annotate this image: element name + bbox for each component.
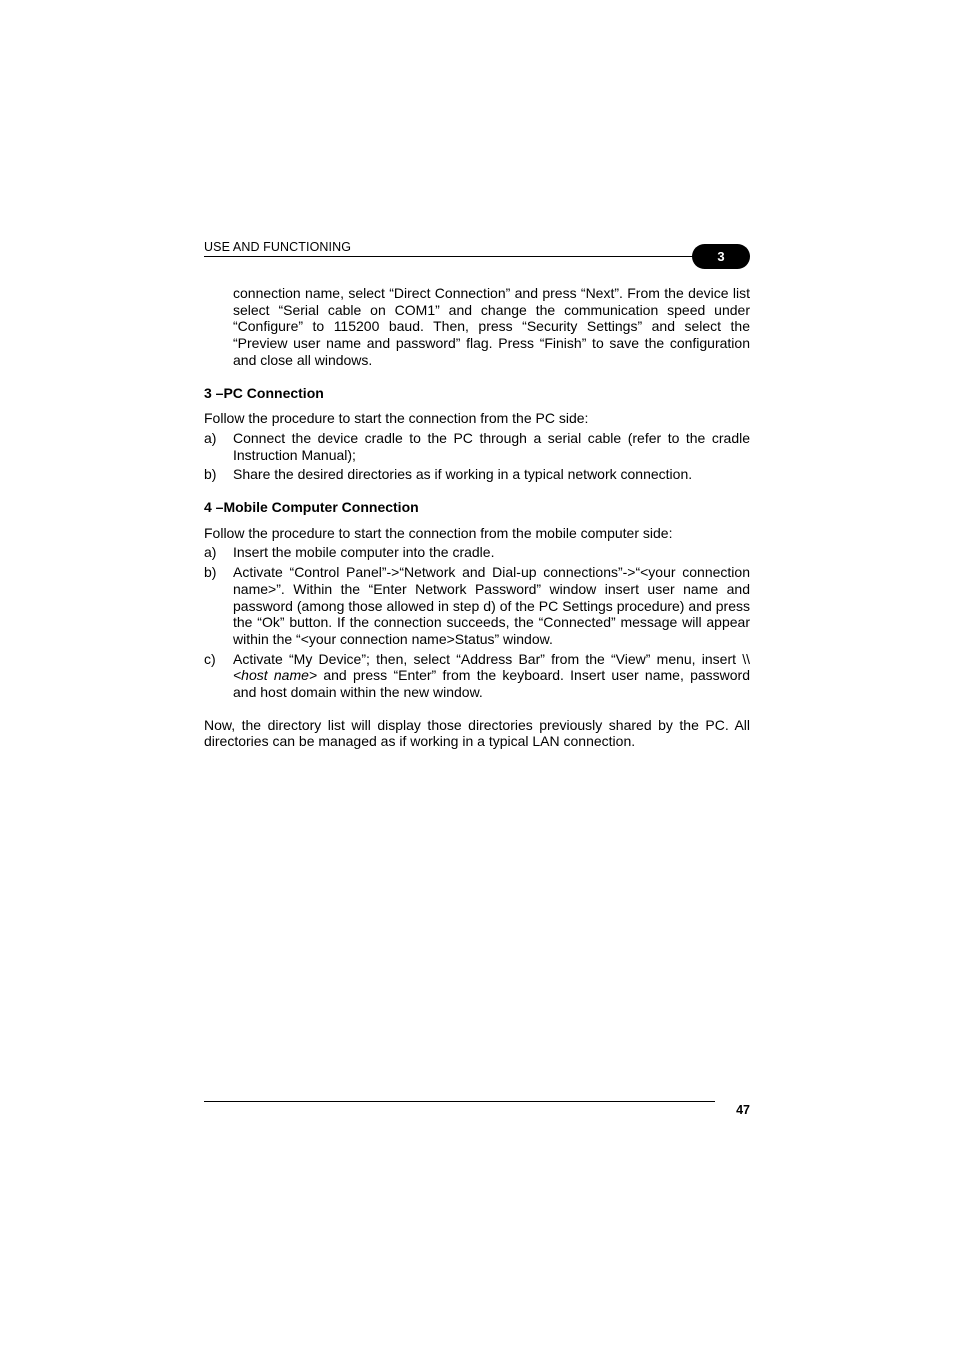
list-item-text-before: Activate “My Device”; then, select “Address Bar” from the “View” menu, insert \\ xyxy=(233,650,750,667)
list-item-text: Share the desired directories as if working in a typical network connection. xyxy=(233,466,693,483)
footer-rule xyxy=(204,1101,715,1102)
continuation-paragraph: connection name, select “Direct Connection” and press “Next”. From the device list select “Serial cable on COM1” and change the communication speed under “Configure” to 115200 baud. Then, press “Security Settings” and select the “Preview user name and password” flag. Press “Finish” to save the configuration and close all windows. xyxy=(233,285,750,368)
host-name-placeholder: <host name> xyxy=(233,667,318,684)
list-item xyxy=(204,564,750,648)
list-item-text-after: and press “Enter” from the keyboard. Insert user name, password and host domain within the new window. xyxy=(233,667,750,701)
closing-paragraph: Now, the directory list will display those directories previously shared by the PC. All directories can be managed as if working in a typical LAN connection. xyxy=(204,716,750,750)
section-heading-pc-connection: 3 –PC Connection xyxy=(204,384,324,401)
pc-connection-intro: Follow the procedure to start the connection from the PC side: xyxy=(204,410,589,427)
list-item xyxy=(204,466,750,483)
list-item-text: Insert the mobile computer into the cradle. xyxy=(233,544,495,561)
list-item xyxy=(204,651,750,701)
list-item-label: a) xyxy=(204,544,217,561)
list-item-text: Activate “Control Panel”->“Network and Dial-up connections”->“<your connection name>”. Within the “Enter Network Password” window insert user name and password (among those allowed in step d) of the PC Settings procedure) and press the “Ok” button. If the connection succeeds, the “Connected” message will appear within the “<your connection name>Status” window. xyxy=(233,564,750,647)
list-item-label: b) xyxy=(204,466,217,483)
list-item-text: Connect the device cradle to the PC through a serial cable (refer to the cradle Instruction Manual); xyxy=(233,429,750,463)
header-rule xyxy=(204,256,698,257)
page-content xyxy=(204,285,750,750)
list-item-label: b) xyxy=(204,564,217,581)
section-heading-mobile-connection: 4 –Mobile Computer Connection xyxy=(204,499,419,516)
mobile-connection-intro: Follow the procedure to start the connection from the mobile computer side: xyxy=(204,524,673,541)
list-item xyxy=(204,430,750,463)
chapter-badge: 3 xyxy=(692,244,750,269)
page-number: 47 xyxy=(736,1103,750,1117)
list-item-label: c) xyxy=(204,650,216,667)
list-item xyxy=(204,544,750,561)
list-item-text xyxy=(233,651,750,701)
list-item-label: a) xyxy=(204,429,217,446)
running-header-title: USE AND FUNCTIONING xyxy=(204,240,352,254)
